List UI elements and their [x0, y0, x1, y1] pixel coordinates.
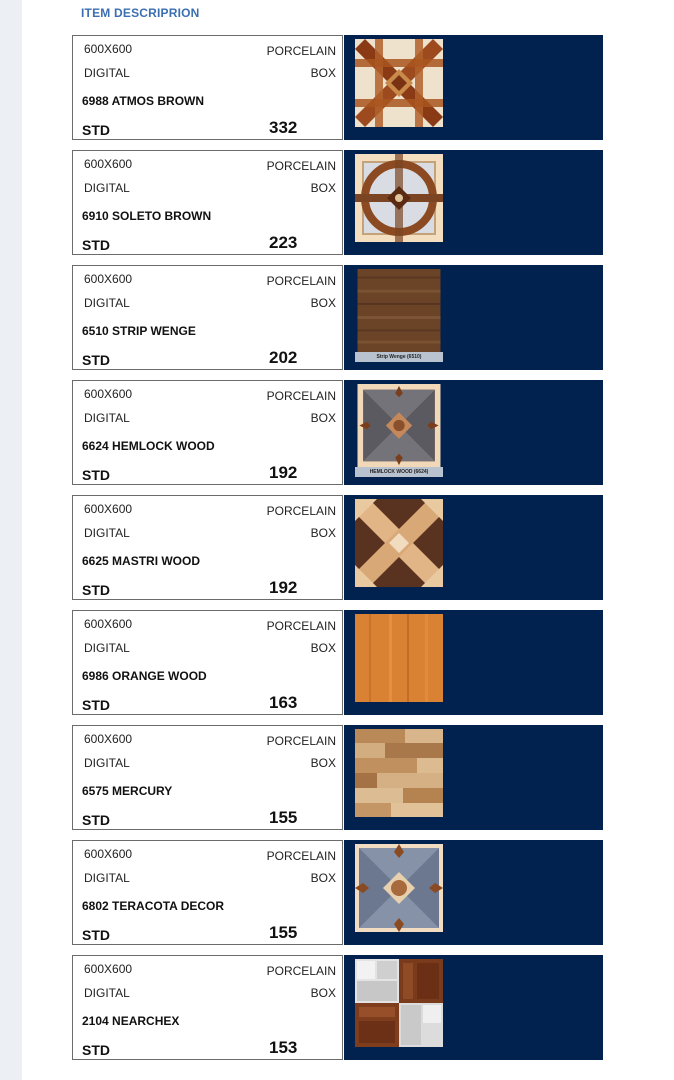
item-quantity: 192 — [269, 578, 298, 597]
item-material: PORCELAIN — [266, 44, 336, 58]
mastri-wood-tile-image — [355, 499, 443, 587]
item-photo-panel — [344, 380, 603, 485]
item-grade: STD — [82, 582, 110, 598]
item-name: 2104 NEARCHEX — [82, 1014, 180, 1028]
item-info-box — [72, 610, 343, 715]
tile-caption: HEMLOCK WOOD (6624) — [355, 467, 443, 477]
item-card — [72, 150, 603, 255]
item-material: PORCELAIN — [266, 274, 336, 288]
item-size: 600X600 — [84, 847, 133, 861]
item-name: 6625 MASTRI WOOD — [82, 554, 201, 568]
item-material: PORCELAIN — [266, 389, 336, 403]
item-photo-panel — [344, 495, 603, 600]
nearchex-tile-image — [355, 959, 443, 1047]
item-type: DIGITAL — [84, 641, 130, 655]
item-photo-panel — [344, 150, 603, 255]
item-photo-panel — [344, 35, 603, 140]
item-name: 6802 TERACOTA DECOR — [82, 899, 225, 913]
item-name: 6624 HEMLOCK WOOD — [82, 439, 215, 453]
soleto-brown-tile-image — [355, 154, 443, 242]
item-info-box — [72, 35, 343, 140]
item-name: 6510 STRIP WENGE — [82, 324, 196, 338]
item-grade: STD — [82, 927, 110, 943]
item-info-box — [72, 725, 343, 830]
item-material: PORCELAIN — [266, 619, 336, 633]
item-photo-panel — [344, 725, 603, 830]
item-grade: STD — [82, 352, 110, 368]
item-grade: STD — [82, 467, 110, 483]
item-card — [72, 35, 603, 140]
item-type: DIGITAL — [84, 756, 130, 770]
item-size: 600X600 — [84, 157, 133, 171]
item-photo-panel — [344, 265, 603, 370]
item-info-box — [72, 955, 343, 1060]
item-name: 6910 SOLETO BROWN — [82, 209, 212, 223]
item-photo-panel — [344, 840, 603, 945]
item-grade: STD — [82, 237, 110, 253]
item-grade: STD — [82, 812, 110, 828]
item-grade: STD — [82, 122, 110, 138]
item-card — [72, 610, 603, 715]
item-quantity: 153 — [269, 1038, 298, 1057]
item-packing: BOX — [310, 296, 336, 310]
item-grade: STD — [82, 1042, 110, 1058]
page-left-margin — [0, 0, 22, 1080]
hemlock-wood-tile-image — [355, 384, 443, 477]
item-packing: BOX — [310, 641, 336, 655]
item-material: PORCELAIN — [266, 964, 336, 978]
item-quantity: 192 — [269, 463, 298, 482]
mercury-tile-image — [355, 729, 443, 817]
item-info-box — [72, 495, 343, 600]
item-photo-panel — [344, 955, 603, 1060]
item-card — [72, 955, 603, 1060]
item-card — [72, 840, 603, 945]
item-type: DIGITAL — [84, 66, 130, 80]
item-quantity: 202 — [269, 348, 298, 367]
item-size: 600X600 — [84, 387, 133, 401]
orange-wood-tile-image — [355, 614, 443, 702]
item-info-box — [72, 150, 343, 255]
item-type: DIGITAL — [84, 986, 130, 1000]
item-size: 600X600 — [84, 617, 133, 631]
item-packing: BOX — [310, 986, 336, 1000]
item-packing: BOX — [310, 871, 336, 885]
atmos-brown-tile-image — [355, 39, 443, 127]
item-size: 600X600 — [84, 732, 133, 746]
item-info-box — [72, 840, 343, 945]
item-grade: STD — [82, 697, 110, 713]
item-material: PORCELAIN — [266, 504, 336, 518]
item-size: 600X600 — [84, 962, 133, 976]
item-photo-panel — [344, 610, 603, 715]
tile-caption: Strip Wenge (6510) — [355, 352, 443, 362]
item-quantity: 163 — [269, 693, 298, 712]
strip-wenge-tile-image — [355, 269, 443, 362]
item-info-box — [72, 380, 343, 485]
page-title: ITEM DESCRIPRION — [81, 6, 200, 20]
item-card — [72, 380, 603, 485]
item-packing: BOX — [310, 66, 336, 80]
item-packing: BOX — [310, 181, 336, 195]
item-size: 600X600 — [84, 272, 133, 286]
item-material: PORCELAIN — [266, 159, 336, 173]
item-type: DIGITAL — [84, 181, 130, 195]
item-card — [72, 265, 603, 370]
item-quantity: 155 — [269, 923, 298, 942]
teracota-decor-tile-image — [355, 844, 443, 932]
item-packing: BOX — [310, 411, 336, 425]
item-type: DIGITAL — [84, 296, 130, 310]
item-quantity: 155 — [269, 808, 298, 827]
item-list — [72, 35, 603, 1070]
item-quantity: 332 — [269, 118, 298, 137]
item-type: DIGITAL — [84, 411, 130, 425]
item-type: DIGITAL — [84, 526, 130, 540]
item-name: 6986 ORANGE WOOD — [82, 669, 207, 683]
item-name: 6988 ATMOS BROWN — [82, 94, 205, 108]
item-material: PORCELAIN — [266, 849, 336, 863]
item-type: DIGITAL — [84, 871, 130, 885]
item-card — [72, 725, 603, 830]
item-card — [72, 495, 603, 600]
item-quantity: 223 — [269, 233, 298, 252]
item-size: 600X600 — [84, 502, 133, 516]
item-material: PORCELAIN — [266, 734, 336, 748]
item-packing: BOX — [310, 526, 336, 540]
item-name: 6575 MERCURY — [82, 784, 173, 798]
item-info-box — [72, 265, 343, 370]
item-size: 600X600 — [84, 42, 133, 56]
item-packing: BOX — [310, 756, 336, 770]
